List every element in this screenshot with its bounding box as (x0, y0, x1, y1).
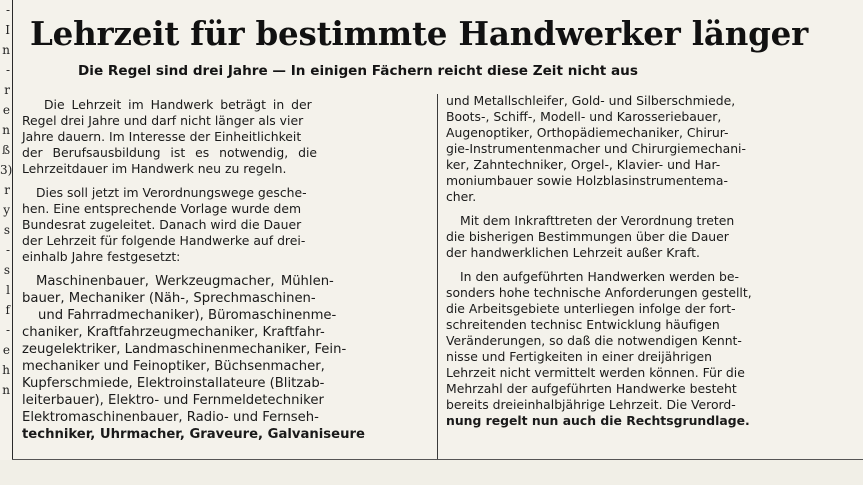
subheadline: Die Regel sind drei Jahre — In einigen Fächern reicht diese Zeit nicht aus (78, 63, 638, 79)
text-line: und Metallschleifer, Gold- und Silberschmiede, (446, 93, 736, 108)
text-line: Regel drei Jahre und darf nicht länger als vier (22, 113, 304, 128)
fragment-char: 3) (0, 163, 13, 177)
fragment-char: s (3, 263, 10, 277)
text-line: die bisherigen Bestimmungen über die Dauer (446, 229, 729, 244)
article (12, 4, 863, 460)
paragraph-regulation (22, 185, 424, 265)
fragment-char: - (5, 243, 10, 257)
fragment-char: r (4, 83, 10, 97)
text-line: cher. (446, 189, 477, 204)
fragment-char: I (5, 23, 10, 37)
text-line: leiterbauer), Elektro- und Fernmeldetechniker (22, 393, 324, 408)
text-line: Jahre dauern. Im Interesse der Einheitlichkeit (22, 129, 302, 144)
text-line: die Arbeitsgebiete unterliegen infolge der fort- (446, 301, 736, 316)
text-line: sonders hohe technische Anforderungen gestellt, (446, 285, 752, 300)
text-line: einhalb Jahre festgesetzt: (22, 249, 181, 264)
paragraph-trade-list (22, 273, 424, 443)
text-line: Mit dem Inkrafttreten der Verordnung treten (460, 213, 735, 228)
text-line: Kupferschmiede, Elektroinstallateure (Blitzab- (22, 376, 325, 391)
paragraph-in-force (446, 213, 851, 261)
fragment-char: - (5, 63, 10, 77)
text-line: schreitenden technisc Entwicklung häufigen (446, 317, 720, 332)
fragment-char: - (5, 3, 10, 17)
fragment-char: y (3, 203, 10, 217)
text-line: nisse und Fertigkeiten in einer dreijährigen (446, 349, 713, 364)
text-line: chaniker, Kraftfahrzeugmechaniker, Kraftfahr- (22, 325, 325, 340)
text-line: moniumbauer sowie Holzblasinstrumentema- (446, 173, 728, 188)
text-line: Veränderungen, so daß die notwendigen Kennt- (446, 333, 742, 348)
text-line: Augenoptiker, Orthopädiemechaniker, Chirur- (446, 125, 729, 140)
text-line: Die Lehrzeit im Handwerk beträgt in der (44, 97, 312, 112)
text-line: hen. Eine entsprechende Vorlage wurde dem (22, 201, 302, 216)
fragment-char: e (2, 103, 10, 117)
text-line: mechaniker und Feinoptiker, Büchsenmacher, (22, 359, 325, 374)
fragment-char: n (2, 383, 10, 397)
text-line: zeugelektriker, Landmaschinenmechaniker, Fein- (22, 342, 347, 357)
text-line: der Lehrzeit für folgende Handwerke auf drei- (22, 233, 306, 248)
text-line: Dies soll jetzt im Verordnungswege gesche- (36, 185, 307, 200)
text-line: Lehrzeit nicht vermittelt werden können. Für die (446, 365, 745, 380)
text-line: Boots-, Schiff-, Modell- und Karosseriebauer, (446, 109, 722, 124)
fragment-char: s (3, 223, 10, 237)
scan-margin (0, 460, 863, 485)
paragraph-intro (22, 97, 424, 177)
right-column (446, 93, 851, 437)
fragment-char: l (6, 283, 10, 297)
fragment-char: f (5, 303, 10, 317)
fragment-char: e (2, 343, 10, 357)
paragraph-trade-list-continued (446, 93, 851, 205)
text-line: In den aufgeführten Handwerken werden be- (460, 269, 739, 284)
column-divider (437, 94, 438, 462)
fragment-char: r (4, 183, 10, 197)
fragment-char: h (2, 363, 10, 377)
text-line: Maschinenbauer, Werkzeugmacher, Mühlen- (36, 274, 334, 289)
text-line: und Fahrradmechaniker), Büromaschinenme- (38, 308, 337, 323)
text-line: der Berufsausbildung ist es notwendig, die (22, 145, 318, 160)
text-line: techniker, Uhrmacher, Graveure, Galvaniseure (22, 427, 365, 442)
fragment-char: n (2, 43, 10, 57)
text-line: gie-Instrumentenmacher und Chirurgiemechani- (446, 141, 746, 156)
paragraph-requirements (446, 269, 851, 429)
fragment-char: - (5, 323, 10, 337)
text-line: ker, Zahntechniker, Orgel-, Klavier- und Har- (446, 157, 721, 172)
text-line: bauer, Mechaniker (Näh-, Sprechmaschinen- (22, 291, 316, 306)
left-column (22, 97, 424, 451)
fragment-char: n (2, 123, 10, 137)
text-line: Bundesrat zugeleitet. Danach wird die Dauer (22, 217, 302, 232)
headline: Lehrzeit für bestimmte Handwerker länger (30, 14, 809, 53)
text-line: Mehrzahl der aufgeführten Handwerke besteht (446, 381, 737, 396)
text-line: bereits dreieinhalbjährige Lehrzeit. Die Verord- (446, 397, 736, 412)
text-line: der handwerklichen Lehrzeit außer Kraft. (446, 245, 700, 260)
text-line: Lehrzeitdauer im Handwerk neu zu regeln. (22, 161, 287, 176)
text-line: Elektromaschinenbauer, Radio- und Fernseh- (22, 410, 319, 425)
text-line: nung regelt nun auch die Rechtsgrundlage. (446, 413, 750, 428)
fragment-char: ß (1, 143, 10, 157)
